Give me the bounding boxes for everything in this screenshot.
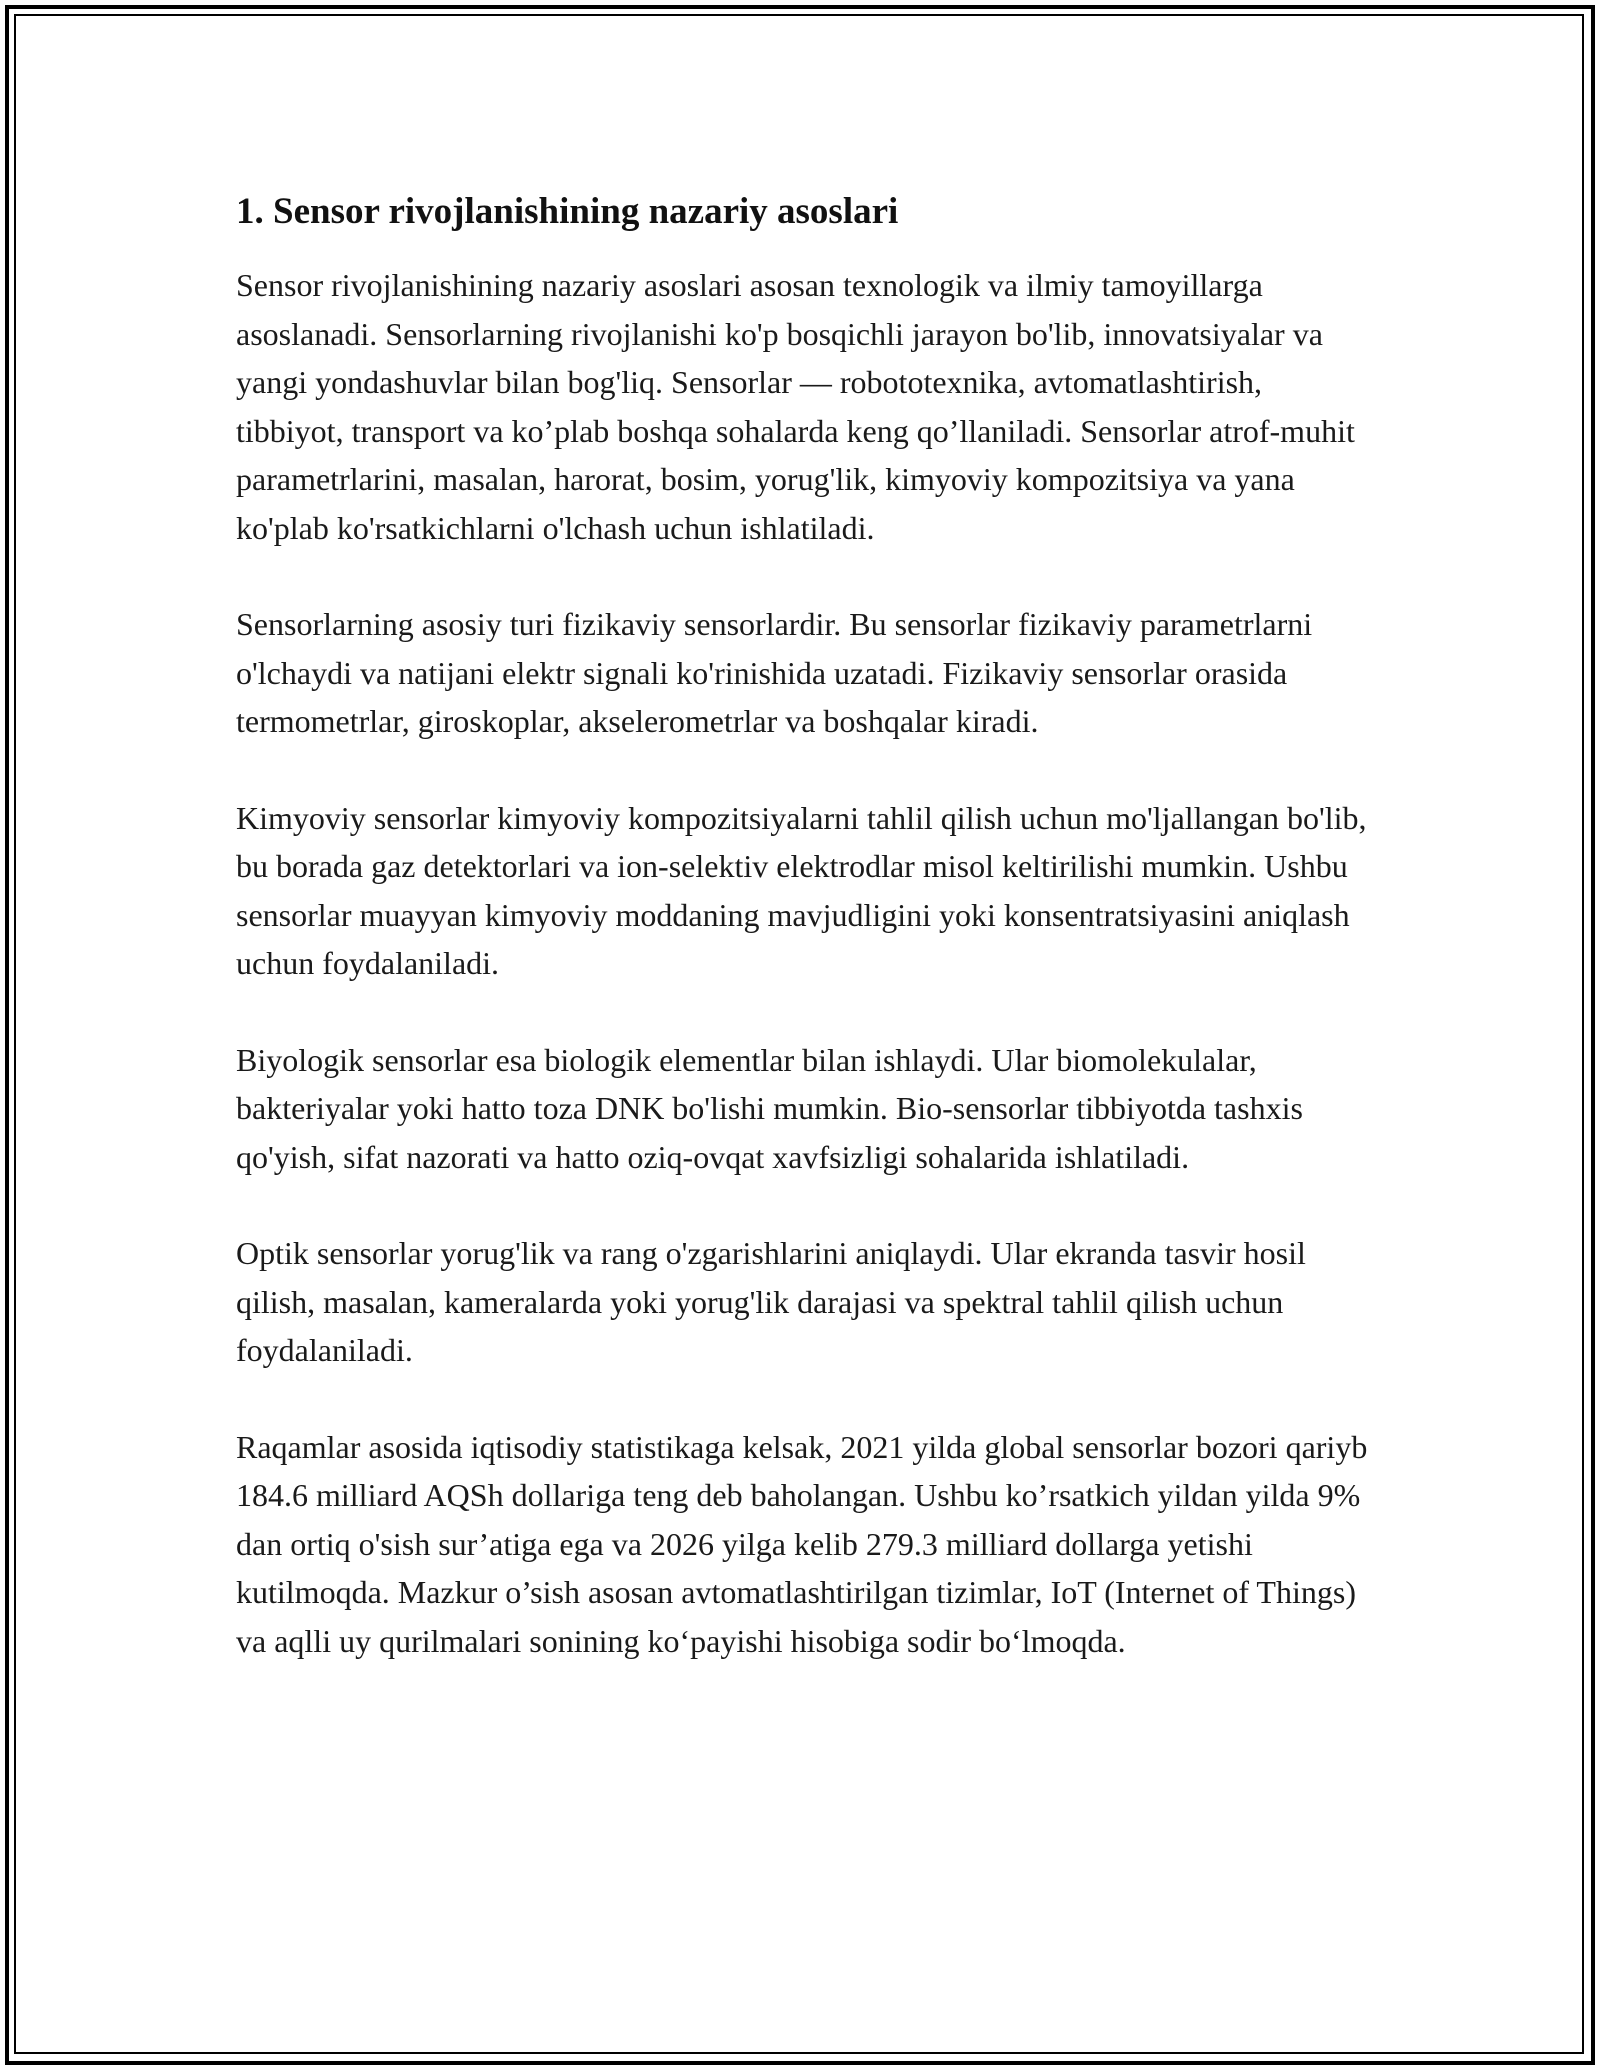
paragraph-physical-sensors: Sensorlarning asosiy turi fizikaviy sensorlardir. Bu sensorlar fizikaviy parametrlarni o'lchaydi va natijani elektr signali ko'rinishida uzatadi. Fizikaviy sensorlar orasida termometrlar, giroskoplar, akselerometrlar va boshqalar kiradi. <box>236 606 1313 739</box>
paragraph-chemical-sensors: Kimyoviy sensorlar kimyoviy kompozitsiyalarni tahlil qilish uchun mo'ljallangan bo'lib, bu borada gaz detektorlari va ion-selektiv elektrodlar misol keltirilishi mumkin. Ushbu sensorlar muayyan kimyoviy moddaning mavjudligini yoki konsentratsiyasini aniqlash uchun foydalaniladi. <box>236 799 1367 981</box>
paragraph-market-statistics: Raqamlar asosida iqtisodiy statistikaga kelsak, 2021 yilda global sensorlar bozori qariyb 184.6 milliard AQSh dollariga teng deb baholangan. Ushbu ko’rsatkich yildan yilda 9% dan ortiq o'sish sur’atiga ega va 2026 yilga kelib 279.3 milliard dollarga yetishi kutilmoqda. Mazkur o’sish asosan avtomatlashtirilgan tizimlar, IoT (Internet of Things) va aqlli uy qurilmalari sonining ko‘payishi hisobiga sodir bo‘lmoqda. <box>236 1428 1368 1659</box>
document-body <box>236 188 1376 1665</box>
section-heading: 1. Sensor rivojlanishining nazariy asoslari <box>236 191 899 232</box>
paragraph-sensor-theory: Sensor rivojlanishining nazariy asoslari asosan texnologik va ilmiy tamoyillarga asoslanadi. Sensorlarning rivojlanishi ko'p bosqichli jarayon bo'lib, innovatsiyalar va yangi yondashuvlar bilan bog'liq. Sensorlar — robototexnika, avtomatlashtirish, tibbiyot, transport va ko’plab boshqa sohalarda keng qo’llaniladi. Sensorlar atrof-muhit parametrlarini, masalan, harorat, bosim, yorug'lik, kimyoviy kompozitsiya va yana ko'plab ko'rsatkichlarni o'lchash uchun ishlatiladi. <box>236 267 1355 546</box>
paragraph-optical-sensors: Optik sensorlar yorug'lik va rang o'zgarishlarini aniqlaydi. Ular ekranda tasvir hosil qilish, masalan, kameralarda yoki yorug'lik darajasi va spektral tahlil qilish uchun foydalaniladi. <box>236 1235 1306 1368</box>
paragraph-biological-sensors: Biyologik sensorlar esa biologik elementlar bilan ishlaydi. Ular biomolekulalar, bakteriyalar yoki hatto toza DNK bo'lishi mumkin. Bio-sensorlar tibbiyotda tashxis qo'yish, sifat nazorati va hatto oziq-ovqat xavfsizligi sohalarida ishlatiladi. <box>236 1041 1303 1175</box>
